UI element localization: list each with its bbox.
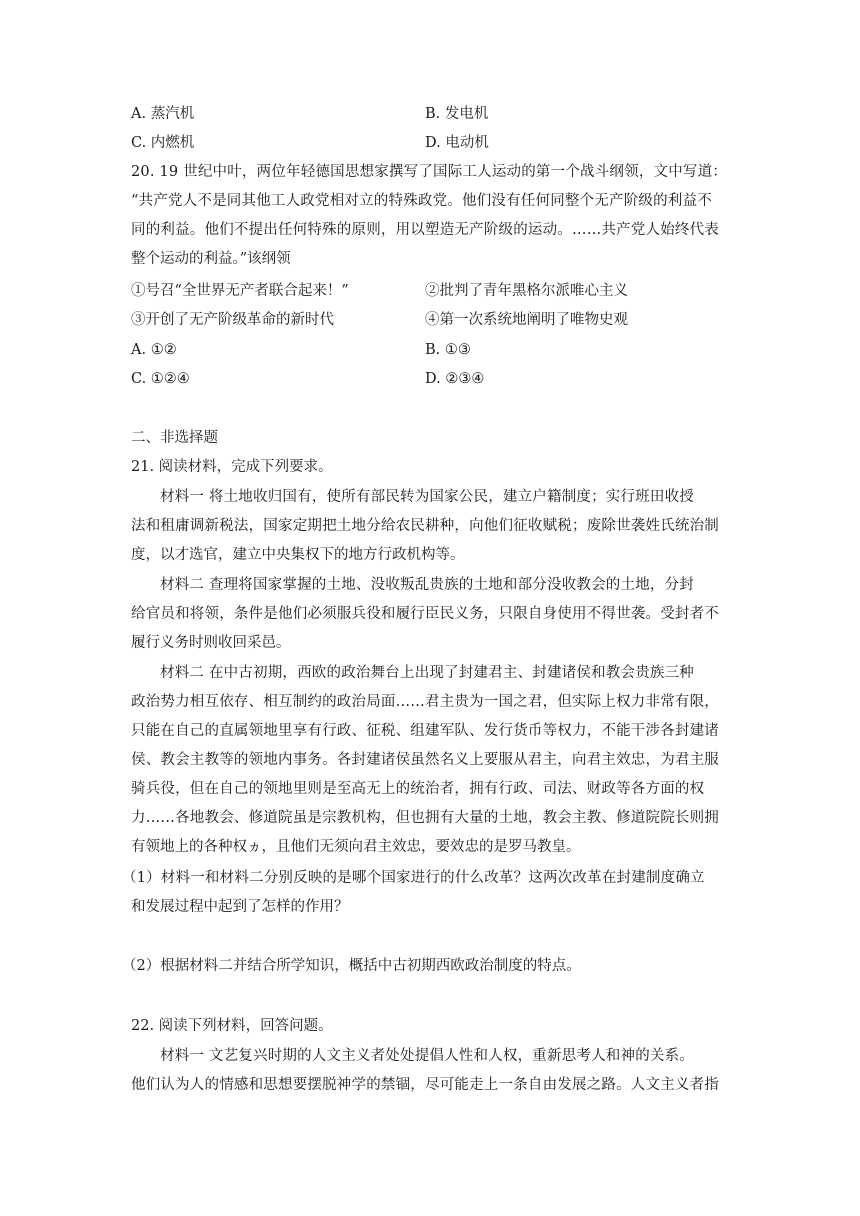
q21-material3-line: 只能在自己的直属领地里享有行政、征税、组建军队、发行货币等权力，不能干涉各封建诸 [131,723,719,739]
section-heading: 二、非选择题 [131,430,218,446]
q20-item-1: ①号召“全世界无产者联合起来！” [131,283,349,299]
q21-material1-line: 度，以才选官，建立中央集权下的地方行政机构等。 [131,547,465,563]
q21-material3-line: 力……各地教会、修道院虽是宗教机构，但也拥有大量的土地，教会主教、修道院院长则拥 [131,810,719,826]
q21-material1-line: 法和租庸调新税法，国家定期把土地分给农民耕种，向他们征收赋税；废除世袭姓氏统治制 [131,518,719,534]
q20-stem-line: 20. 19 世纪中叶，两位年轻德国思想家撰写了国际工人运动的第一个战斗纲领，文中写道： [131,164,728,180]
q20-option-c: C. ①②④ [131,371,190,387]
q21-question1-line: 和发展过程中起到了怎样的作用？ [131,899,349,915]
q20-option-b: B. ①③ [425,342,471,358]
option-d: D. 电动机 [425,135,489,151]
q21-material2-line: 材料二 查理将国家掌握的土地、没收叛乱贵族的土地和部分没收教会的土地，分封 [160,577,695,593]
q21-material3-line: 材料二 在中古初期，西欧的政治舞台上出现了封建君主、封建诸侯和教会贵族三种 [160,665,695,681]
q22-stem: 22. 阅读下列材料，回答问题。 [131,1018,333,1034]
q21-material1-line: 材料一 将土地收归国有，使所有部民转为国家公民，建立户籍制度；实行班田收授 [160,489,695,505]
q20-stem-line: “共产党人不是同其他工人政党相对立的特殊政党。他们没有任何同整个无产阶级的利益不 [131,193,712,209]
q22-material1-line: 他们认为人的情感和思想要摆脱神学的禁锢，尽可能走上一条自由发展之路。人文主义者指 [131,1077,719,1093]
q20-item-2: ②批判了青年黑格尔派唯心主义 [425,283,628,299]
option-b: B. 发电机 [425,106,489,122]
q20-stem-line: 整个运动的利益。”该纲领 [131,251,291,267]
option-c: C. 内燃机 [131,135,195,151]
q21-question2: （2）根据材料二并结合所学知识，概括中古初期西欧政治制度的特点。 [122,958,581,974]
q20-option-a: A. ①② [131,342,177,358]
q20-stem-line: 同的利益。他们不提出任何特殊的原则，用以塑造无产阶级的运动。……共产党人始终代表 [131,222,719,238]
q21-material2-line: 履行义务时则收回采邑。 [131,635,291,651]
option-a: A. 蒸汽机 [131,106,195,122]
q21-material3-line: 有领地上的各种权ヵ，且他们无须向君主效忠，要效忠的是罗马教皇。 [131,839,581,855]
q21-material3-line: 骑兵役，但在自己的领地里则是至高无上的统治者，拥有行政、司法、财政等各方面的权 [131,781,705,797]
q22-material1-line: 材料一 文艺复兴时期的人文主义者处处提倡人性和人权，重新思考人和神的关系。 [160,1048,695,1064]
q20-item-3: ③开创了无产阶级革命的新时代 [131,312,334,328]
q20-item-4: ④第一次系统地阐明了唯物史观 [425,312,628,328]
q21-stem: 21. 阅读材料，完成下列要求。 [131,459,333,475]
q21-material3-line: 侯、教会主教等的领地内事务。各封建诸侯虽然名义上要服从君主，向君主效忠，为君主服 [131,752,719,768]
q21-material2-line: 给官员和将领，条件是他们必须服兵役和履行臣民义务，只限自身使用不得世袭。受封者不 [131,606,719,622]
q21-material3-line: 政治势力相互依存、相互制约的政治局面……君主贵为一国之君，但实际上权力非常有限， [131,694,719,710]
q21-question1-line: （1）材料一和材料二分别反映的是哪个国家进行的什么改革？这两次改革在封建制度确立 [122,870,705,886]
q20-option-d: D. ②③④ [425,371,485,387]
